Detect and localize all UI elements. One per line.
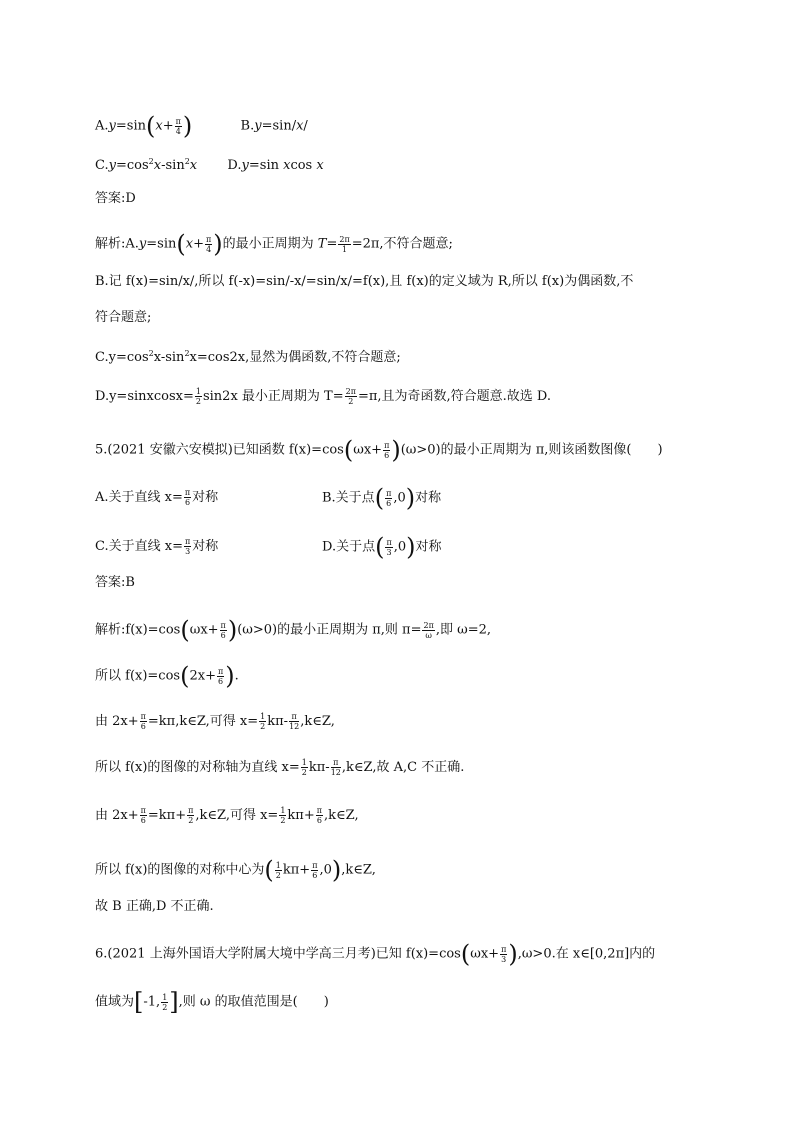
question-5: 5.(2021 安徽六安模拟)已知函数 f(x)=cos(ωx+ $\frac{\pi}{6}$ )(ω>0)的最小正周期为 π,则该函数图像( ) xyxy=(95,436,663,464)
fraction: $\frac{2\pi}{2}$ xyxy=(345,387,356,406)
fraction: $\frac{\pi}{6}$ xyxy=(316,806,323,825)
fraction: $\frac{\pi}{4}$ xyxy=(206,234,212,254)
fraction: $\frac{\pi}{6}$ xyxy=(386,488,392,508)
solution-1: 解析:f(x)=cos(ωx+ $\frac{\pi}{6}$ )(ω>0)的最小正周期为 π,则 π= $\frac{2\pi}{\omega}$ ,即 ω=2, xyxy=(95,616,492,644)
fraction: $\frac{\pi}{6}$ xyxy=(184,488,191,507)
solution-3: 由 2x+ $\frac{\pi}{6}$ =kπ,k∈Z,可得 x= $\frac{1}{2}$ kπ- $\frac{\pi}{12}$ ,k∈Z, xyxy=(95,712,335,731)
fraction: $\frac{\pi}{6}$ xyxy=(384,440,390,460)
fraction: $\frac{1}{2}$ xyxy=(195,387,201,406)
fraction: $\frac{\pi}{6}$ xyxy=(140,806,146,825)
option-d: D.y=sin xcos x xyxy=(227,158,324,173)
q5-option-c: C.关于直线 x= $\frac{\pi}{3}$ 对称 xyxy=(95,537,219,556)
explanation-b-cont: 符合题意; xyxy=(95,310,152,325)
explanation-c: $C.y=\cos^2x-\sin^2x=\cos 2x$,显然为偶函数,不符合题意; xyxy=(95,349,401,365)
explanation-a: 解析:A.y=sin(x+ $\frac{\pi}{4}$ )的最小正周期为 T= $\frac{2\pi}{1}$ =2π,不符合题意; xyxy=(95,230,453,258)
question-6-cont: 值域为[-1, $\frac{1}{2}$ ],则 ω 的取值范围是( ) xyxy=(95,988,329,1016)
fraction: $\frac{2\pi}{\omega}$ xyxy=(423,620,434,640)
fraction: $\frac{\pi}{3}$ xyxy=(501,944,507,964)
fraction: $\frac{1}{2}$ xyxy=(275,860,281,880)
solution-7: 故 B 正确,D 不正确. xyxy=(95,899,214,914)
option-b: B.y=sin/x/ xyxy=(240,118,308,134)
fraction: $\frac{\pi}{12}$ xyxy=(289,712,300,731)
solution-2: 所以 f(x)=cos(2x+ $\frac{\pi}{6}$ ). xyxy=(95,662,239,690)
fraction: $\frac{1}{2}$ xyxy=(162,992,168,1012)
fraction: $\frac{\pi}{6}$ xyxy=(140,712,146,731)
solution-6: 所以 f(x)的图像的对称中心为( $\frac{1}{2}$ kπ+ $\frac{\pi}{6}$ ,0),k∈Z, xyxy=(95,856,376,884)
fraction: $\frac{\pi}{6}$ xyxy=(220,620,226,640)
fraction: $\frac{\pi}{2}$ xyxy=(188,806,194,825)
fraction: $\frac{\pi}{4}$ xyxy=(175,116,181,136)
fraction: $\frac{\pi}{6}$ xyxy=(312,860,318,880)
fraction: $\frac{1}{2}$ xyxy=(260,712,266,731)
explanation-b: B.记 f(x)=sin/x/,所以 f(-x)=sin/-x/=sin/x/=f(x),且 f(x)的定义域为 R,所以 f(x)为偶函数,不 xyxy=(95,274,634,289)
option-c: $C.y=\cos^2x-\sin^2x$ D.y=sin xcos x xyxy=(95,157,324,173)
option-a: A.y=sin(x+ $\frac{\pi}{4}$ ) B.y=sin/x/ xyxy=(95,112,308,140)
fraction: $\frac{\pi}{12}$ xyxy=(330,758,341,777)
q5-option-b: B.关于点( $\frac{\pi}{6}$ ,0)对称 xyxy=(322,484,442,512)
fraction: $\frac{1}{2}$ xyxy=(280,806,286,825)
answer-label: 答案:B xyxy=(95,575,135,590)
explanation-d: D.y=sinxcosx= $\frac{1}{2}$ sin2x 最小正周期为 T= $\frac{2\pi}{2}$ =π,且为奇函数,符合题意.故选 D. xyxy=(95,387,552,406)
answer-label: 答案:D xyxy=(95,191,136,206)
fraction: $\frac{\pi}{3}$ xyxy=(184,537,191,556)
solution-4: 所以 f(x)的图像的对称轴为直线 x= $\frac{1}{2}$ kπ- $\frac{\pi}{12}$ ,k∈Z,故 A,C 不正确. xyxy=(95,758,465,777)
fraction: $\frac{\pi}{6}$ xyxy=(217,666,224,686)
fraction: $\frac{\pi}{3}$ xyxy=(386,537,392,557)
q5-option-d: D.关于点( $\frac{\pi}{3}$ ,0)对称 xyxy=(322,533,442,561)
q5-option-a: A.关于直线 x= $\frac{\pi}{6}$ 对称 xyxy=(95,488,219,507)
fraction: $\frac{2\pi}{1}$ xyxy=(339,234,350,254)
question-6: 6.(2021 上海外国语大学附属大境中学高三月考)已知 f(x)=cos(ωx+ $\frac{\pi}{3}$ ),ω>0.在 x∈[0,2π]内的 xyxy=(95,940,656,968)
solution-5: 由 2x+ $\frac{\pi}{6}$ =kπ+ $\frac{\pi}{2}$ ,k∈Z,可得 x= $\frac{1}{2}$ kπ+ $\frac{\pi}{6}$ ,k∈Z, xyxy=(95,806,359,825)
fraction: $\frac{1}{2}$ xyxy=(301,758,307,777)
